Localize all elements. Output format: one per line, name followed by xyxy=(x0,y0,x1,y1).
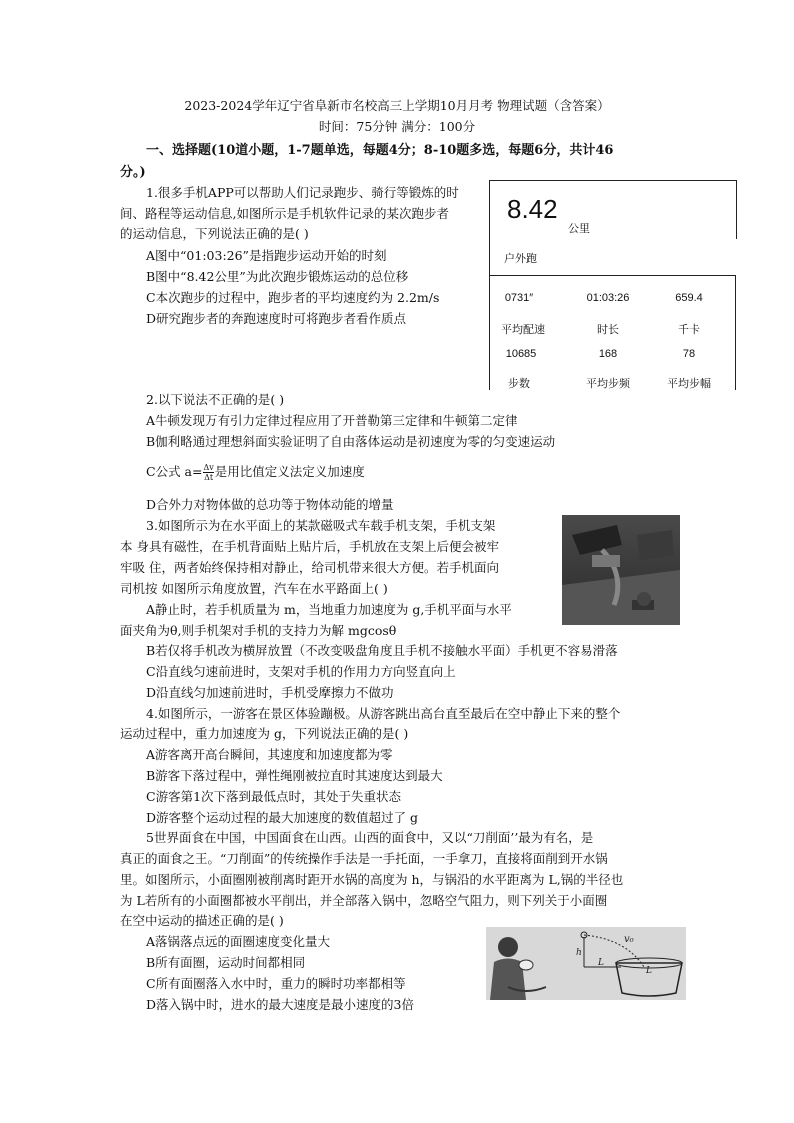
duration-label: 时长 xyxy=(597,323,619,336)
dough xyxy=(519,960,533,970)
distance-value: 8.42 xyxy=(507,194,558,224)
q1-stem-line3: 的运动信息，下列说法正确的是( ) xyxy=(120,226,309,241)
q2-option-b: B伽利略通过理想斜面实验证明了自由落体运动是初速度为零的匀变速运动 xyxy=(146,434,556,449)
q3-stem-line2: 本 身具有磁性，在手机背面贴上贴片后，手机放在支架上后便会被牢 xyxy=(120,539,499,554)
q5-stem-line4: 为 L若所有的小面圈都被水平削出，并全部落入锅中，忽略空气阻力，则下列关于小面圈 xyxy=(120,893,608,908)
q3-stem-line3: 牢吸 住，两者始终保持相对静止，给司机带来很大方便。若手机面向 xyxy=(120,560,499,575)
cadence-label: 平均步频 xyxy=(586,377,630,390)
q3-stem-line4: 司机按 如图所示角度放置，汽车在水平路面上( ) xyxy=(120,581,388,596)
q4-stem-line2: 运动过程中，重力加速度为 g，下列说法正确的是( ) xyxy=(120,726,409,741)
q2-stem: 2.以下说法不正确的是( ) xyxy=(146,392,285,407)
q5-stem-line2: 真正的面食之王。“刀削面”的传统操作手法是一手托面，一手拿刀，直接将面削到开水锅 xyxy=(120,851,608,866)
q4-stem-line1: 4.如图所示，一游客在景区体验蹦极。从游客跳出高台直至最后在空中静止下来的整个 xyxy=(146,706,621,721)
fraction-denominator: Δt xyxy=(204,473,214,482)
phone-holder-photo xyxy=(562,515,680,625)
q5-option-d: D落入锅中时，进水的最大速度是最小速度的3倍 xyxy=(146,997,414,1012)
duration-value: 01:03:26 xyxy=(586,292,630,304)
steps-value: 10685 xyxy=(505,348,537,360)
fraction-numerator: Δv xyxy=(203,463,214,472)
exam-info: 时间：75分钟 满分：100分 xyxy=(318,119,476,134)
q1-stem-line2: 间、路程等运动信息,如图所示是手机软件记录的某次跑步者 xyxy=(120,206,449,221)
q5-stem-line5: 在空中运动的描述正确的是( ) xyxy=(120,913,284,928)
L-label-1: L xyxy=(598,958,604,968)
q4-option-a: A游客离开高台瞬间，其速度和加速度都为零 xyxy=(146,747,393,762)
section-heading-line1: 一、选择题(10道小题，1-7题单选，每题4分；8-10题多选，每题6分，共计46 xyxy=(146,143,614,158)
running-app-figure xyxy=(489,180,736,390)
steps-label: 步数 xyxy=(508,377,530,390)
q1-option-b: B图中“8.42公里”为此次跑步锻炼运动的总位移 xyxy=(146,269,409,284)
q2-option-c xyxy=(146,462,365,482)
L-label-2: L xyxy=(646,966,652,976)
q4-option-d: D游客整个运动过程的最大加速度的数值超过了 g xyxy=(146,810,418,825)
pace-label: 平均配速 xyxy=(501,323,545,336)
card-divider xyxy=(489,275,735,276)
document-title: 2023-2024学年辽宁省阜新市名校高三上学期10月月考 物理试题（含答案） xyxy=(184,98,610,113)
noodle-cutting-figure xyxy=(486,927,686,1000)
stride-label: 平均步幅 xyxy=(667,377,711,390)
calories-label: 千卡 xyxy=(678,323,700,336)
q1-stem-line1: 1.很多手机APP可以帮助人们记录跑步、骑行等锻炼的时 xyxy=(146,185,459,200)
q2-option-c-prefix: C公式 a= xyxy=(146,464,203,479)
card-border-right xyxy=(735,275,736,390)
q3-stem-line1: 3.如图所示为在水平面上的某款磁吸式车载手机支架，手机支架 xyxy=(146,518,496,533)
q3-option-c: C沿直线匀速前进时，支架对手机的作用力方向竖直向上 xyxy=(146,664,456,679)
q2-option-c-suffix: 是用比值定义法定义加速度 xyxy=(214,464,365,479)
q1-option-c: C本次跑步的过程中，跑步者的平均速度约为 2.2m/s xyxy=(146,290,440,305)
cook-head xyxy=(498,937,518,957)
activity-category: 户外跑 xyxy=(504,252,537,265)
q5-stem-line1: 5世界面食在中国，中国面食在山西。山西的面食中，又以“刀削面’’最为有名，是 xyxy=(146,830,594,845)
q4-option-c: C游客第1次下落到最低点时，其处于失重状态 xyxy=(146,789,402,804)
q4-option-b: B游客下落过程中，弹性绳刚被拉直时其速度达到最大 xyxy=(146,768,443,783)
v0-label: v₀ xyxy=(624,934,634,945)
cadence-value: 168 xyxy=(598,348,618,360)
q3-option-b: B若仅将手机改为横屏放置（不改变吸盘角度且手机不接触水平面）手机更不容易滑落 xyxy=(146,643,618,658)
q5-stem-line3: 里。如图所示，小面圈刚被削离时距开水锅的高度为 h，与锅沿的水平距离为 L,锅的半径也 xyxy=(120,872,624,887)
q5-option-a: A落锅落点远的面圈速度变化量大 xyxy=(146,934,331,949)
fraction xyxy=(203,463,213,482)
section-heading-line2: 分。) xyxy=(120,165,146,180)
q3-option-a-line2: 面夹角为θ,则手机架对手机的支持力为解 mgcosθ xyxy=(120,623,397,638)
q3-option-d: D沿直线匀加速前进时，手机受摩擦力不做功 xyxy=(146,685,394,700)
section-heading xyxy=(120,140,680,184)
h-label: h xyxy=(576,948,582,958)
q5-option-b: B所有面圈，运动时间都相同 xyxy=(146,955,306,970)
distance-unit: 公里 xyxy=(568,222,590,235)
q2-option-d: D合外力对物体做的总功等于物体动能的增量 xyxy=(146,497,394,512)
stride-value: 78 xyxy=(682,348,696,360)
q5-option-c: C所有面圈落入水中时，重力的瞬时功率都相等 xyxy=(146,976,406,991)
q3-option-a-line1: A静止时，若手机质量为 m，当地重力加速度为 g,手机平面与水平 xyxy=(146,602,512,617)
q1-option-d: D研究跑步者的奔跑速度时可将跑步者看作质点 xyxy=(146,311,407,326)
q1-option-a: A图中“01:03:26”是指跑步运动开始的时刻 xyxy=(146,248,387,263)
calories-value: 659.4 xyxy=(675,292,703,304)
q2-option-a: A牛顿发现万有引力定律过程应用了开普勒第三定律和牛顿第二定律 xyxy=(146,413,518,428)
pace-value: 0731″ xyxy=(504,292,534,304)
